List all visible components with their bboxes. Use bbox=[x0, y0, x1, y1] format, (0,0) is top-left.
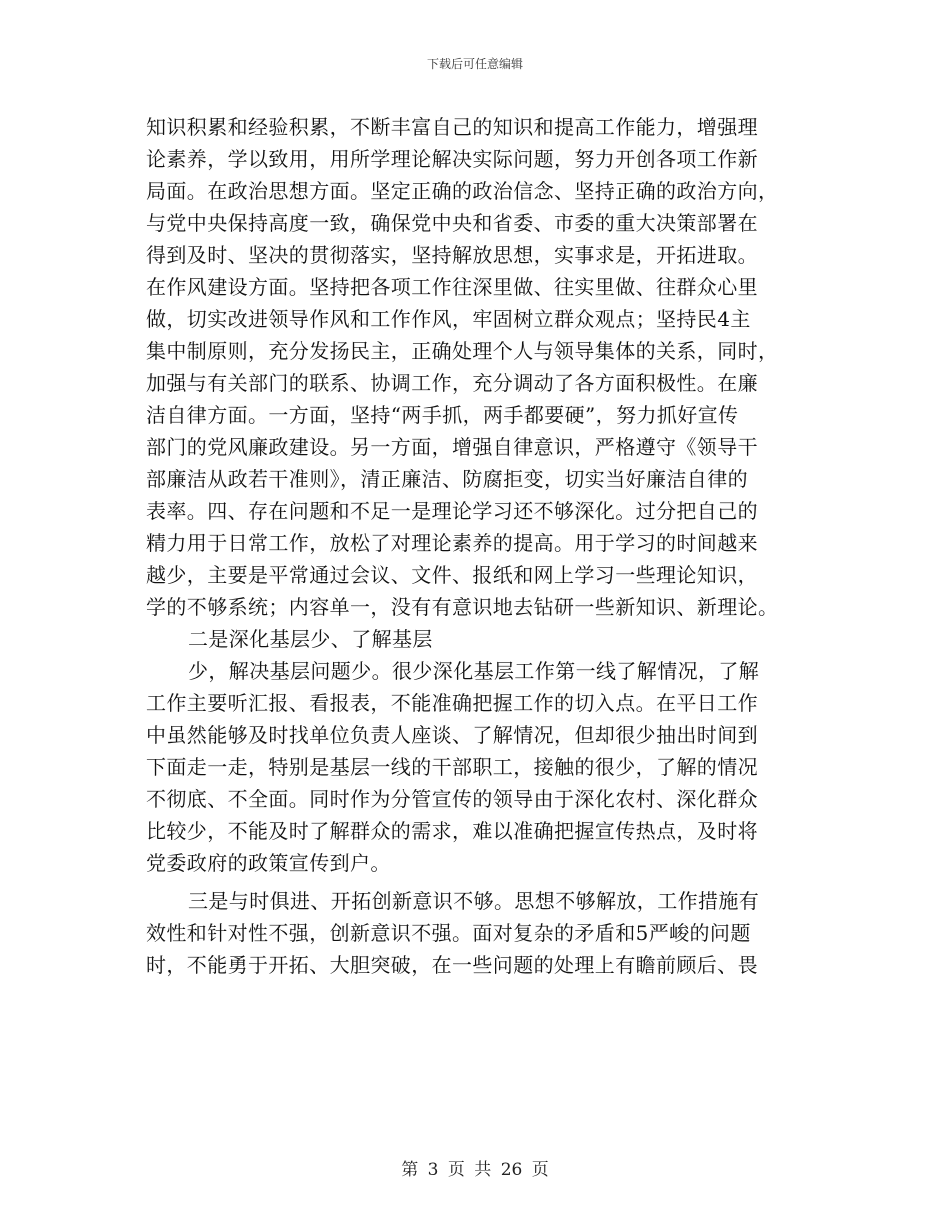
text-line: 集中制原则，充分发扬民主，正确处理个人与领导集体的关系，同时， bbox=[146, 339, 779, 363]
subheading-line: 二是深化基层少、了解基层 bbox=[188, 627, 433, 651]
text-line: 部廉洁从政若干准则》，清正廉洁、防腐拒变，切实当好廉洁自律的 bbox=[146, 467, 748, 491]
text-line: 与党中央保持高度一致，确保党中央和省委、市委的重大决策部署在 bbox=[146, 211, 758, 235]
text-line: 得到及时、坚决的贯彻落实，坚持解放思想，实事求是，开拓进取。 bbox=[146, 243, 758, 267]
document-body bbox=[146, 111, 804, 981]
text-line: 学的不够系统；内容单一，没有有意识地去钻研一些新知识、新理论。 bbox=[146, 595, 779, 619]
text-line: 局面。在政治思想方面。坚定正确的政治信念、坚持正确的政治方向， bbox=[146, 179, 779, 203]
text-line: 效性和针对性不强，创新意识不强。面对复杂的矛盾和5严峻的问题 bbox=[146, 921, 751, 945]
text-line: 下面走一走，特别是基层一线的干部职工，接触的很少，了解的情况 bbox=[146, 755, 758, 779]
page-footer: 第 3 页 共 26 页 bbox=[401, 1160, 549, 1180]
text-line: 表率。四、存在问题和不足一是理论学习还不够深化。过分把自己的 bbox=[146, 499, 758, 523]
text-line: 加强与有关部门的联系、协调工作，充分调动了各方面积极性。在廉 bbox=[146, 371, 758, 395]
text-line: 时，不能勇于开拓、大胆突破，在一些问题的处理上有瞻前顾后、畏 bbox=[146, 953, 758, 977]
text-line: 精力用于日常工作，放松了对理论素养的提高。用于学习的时间越来 bbox=[146, 531, 758, 555]
text-line: 洁自律方面。一方面，坚持“两手抓，两手都要硬”，努力抓好宣传 bbox=[146, 403, 739, 427]
text-line: 论素养，学以致用，用所学理论解决实际问题，努力开创各项工作新 bbox=[146, 147, 758, 171]
text-line: 少，解决基层问题少。很少深化基层工作第一线了解情况，了解 bbox=[188, 659, 760, 683]
text-line: 中虽然能够及时找单位负责人座谈、了解情况，但却很少抽出时间到 bbox=[146, 723, 758, 747]
text-line: 知识积累和经验积累，不断丰富自己的知识和提高工作能力，增强理 bbox=[146, 115, 758, 139]
page-header: 下载后可任意编辑 bbox=[426, 57, 523, 71]
text-line: 三是与时俱进、开拓创新意识不够。思想不够解放，工作措施有 bbox=[188, 889, 760, 913]
text-line: 党委政府的政策宣传到户。 bbox=[146, 851, 391, 875]
text-line: 做，切实改进领导作风和工作作风，牢固树立群众观点；坚持民4主 bbox=[146, 307, 751, 331]
text-line: 越少，主要是平常通过会议、文件、报纸和网上学习一些理论知识， bbox=[146, 563, 758, 587]
text-line: 工作主要听汇报、看报表，不能准确把握工作的切入点。在平日工作 bbox=[146, 691, 758, 715]
text-line: 部门的党风廉政建设。另一方面，增强自律意识，严格遵守《领导干 bbox=[146, 435, 758, 459]
text-line: 不彻底、不全面。同时作为分管宣传的领导由于深化农村、深化群众 bbox=[146, 787, 758, 811]
text-line: 比较少，不能及时了解群众的需求，难以准确把握宣传热点，及时将 bbox=[146, 819, 758, 843]
text-line: 在作风建设方面。坚持把各项工作往深里做、往实里做、往群众心里 bbox=[146, 275, 758, 299]
